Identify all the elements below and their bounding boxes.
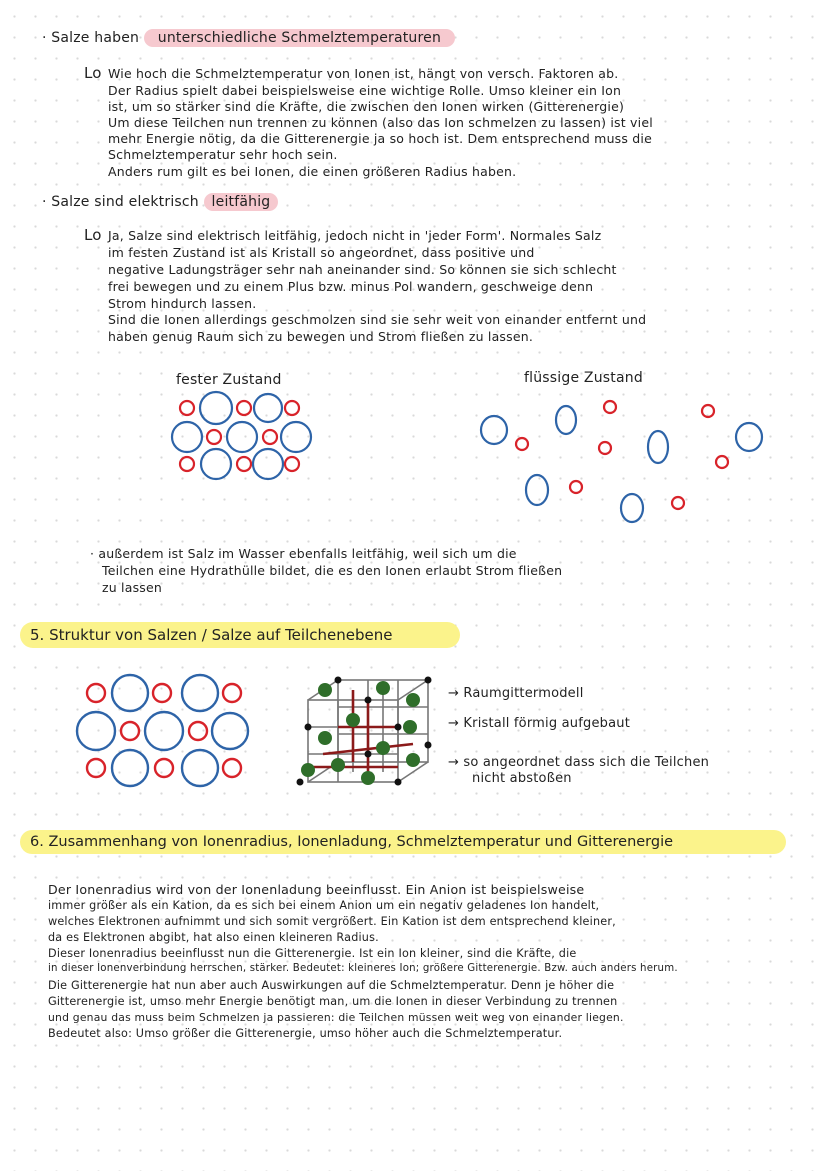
- heading-schmelz-highlight: unterschiedliche Schmelztemperaturen: [144, 29, 455, 47]
- blue-ion: [254, 394, 282, 422]
- red-ion: [87, 759, 105, 777]
- blue-ion: [526, 475, 548, 505]
- lattice-node-green: [361, 771, 375, 785]
- label-fluessiger-zustand: flüssige Zustand: [524, 370, 643, 386]
- label-fester-zustand: fester Zustand: [176, 372, 282, 388]
- lattice-node-green: [406, 693, 420, 707]
- red-ion: [672, 497, 684, 509]
- red-ion: [570, 481, 582, 493]
- leit-line-4: frei bewegen und zu einem Plus bzw. minus Pol wandern, geschweige denn: [108, 279, 594, 294]
- heading-leitfaehig: [42, 194, 278, 210]
- red-ion: [189, 722, 207, 740]
- heading-schmelz-prefix: · Salze haben: [42, 30, 140, 46]
- section-6-title: 6. Zusammenhang von Ionenradius, Ionenladung, Schmelztemperatur und Gitterenergie: [20, 830, 786, 854]
- extra-line-2: Teilchen eine Hydrathülle bildet, die es den Ionen erlaubt Strom fließen: [102, 563, 563, 578]
- blue-ion: [145, 712, 183, 750]
- blue-ion: [172, 422, 202, 452]
- extra-line-1: · außerdem ist Salz im Wasser ebenfalls leitfähig, weil sich um die: [90, 546, 517, 561]
- blue-ion: [112, 750, 148, 786]
- lattice-node-green: [318, 731, 332, 745]
- lattice-node-green: [346, 713, 360, 727]
- blue-ion: [182, 675, 218, 711]
- zus-line-5: Dieser Ionenradius beeinflusst nun die Gitterenergie. Ist ein Ion kleiner, sind die Kräfte, die: [48, 947, 577, 960]
- zus-line-2: immer größer als ein Kation, da es sich bei einem Anion um ein negativ geladenes Ion handelt,: [48, 899, 600, 912]
- red-ion: [153, 684, 171, 702]
- blue-ion: [253, 449, 283, 479]
- heading-schmelz: [42, 30, 455, 46]
- schmelz-line-1: Wie hoch die Schmelztemperatur von Ionen ist, hängt von versch. Faktoren ab.: [108, 66, 619, 81]
- schmelz-line-6: Schmelztemperatur sehr hoch sein.: [108, 147, 338, 162]
- blue-ion: [227, 422, 257, 452]
- zus-line-1: Der Ionenradius wird von der Ionenladung beeinflusst. Ein Anion ist beispielsweise: [48, 882, 585, 897]
- lattice-node-green: [301, 763, 315, 777]
- heading-leitfaehig-highlight: leitfähig: [204, 193, 279, 211]
- struktur-note-2: → Kristall förmig aufgebaut: [448, 716, 630, 731]
- schmelz-line-4: Um diese Teilchen nun trennen zu können (also das Ion schmelzen zu lassen) ist viel: [108, 115, 653, 130]
- schmelz-line-7: Anders rum gilt es bei Ionen, die einen größeren Radius haben.: [108, 164, 517, 179]
- red-ion: [180, 457, 194, 471]
- blue-ion: [182, 750, 218, 786]
- lattice-node-black: [297, 779, 304, 786]
- leit-line-7: haben genug Raum sich zu bewegen und Strom fließen zu lassen.: [108, 329, 534, 344]
- zus-line-8: Gitterenergie ist, umso mehr Energie benötigt man, um die Ionen in dieser Verbindung zu trennen: [48, 995, 618, 1008]
- zus-line-3: welches Elektronen aufnimmt und sich somit vergrößert. Ein Kation ist dem entsprechend kleiner,: [48, 915, 616, 928]
- red-ion: [516, 438, 528, 450]
- blue-ion: [201, 449, 231, 479]
- struktur-note-1: → Raumgittermodell: [448, 686, 584, 701]
- blue-ion: [556, 406, 576, 434]
- arrow-marker-1: Lo: [84, 64, 102, 82]
- lattice-node-green: [376, 681, 390, 695]
- heading-leitfaehig-prefix: · Salze sind elektrisch: [42, 194, 199, 210]
- leit-line-6: Sind die Ionen allerdings geschmolzen sind sie sehr weit von einander entfernt und: [108, 312, 647, 327]
- struktur-note-3: → so angeordnet dass sich die Teilchen: [448, 755, 710, 770]
- blue-ion: [648, 431, 668, 463]
- blue-ion: [212, 713, 248, 749]
- red-ion: [87, 684, 105, 702]
- zus-line-7: Die Gitterenergie hat nun aber auch Auswirkungen auf die Schmelztemperatur. Denn je höher die: [48, 979, 615, 992]
- red-ion: [285, 401, 299, 415]
- schmelz-line-2: Der Radius spielt dabei beispielsweise eine wichtige Rolle. Umso kleiner ein Ion: [108, 83, 622, 98]
- blue-ion: [481, 416, 507, 444]
- red-ion: [223, 684, 241, 702]
- zus-line-4: da es Elektronen abgibt, hat also einen kleineren Radius.: [48, 931, 379, 944]
- arrow-marker-2: Lo: [84, 226, 102, 244]
- zus-line-9: und genau das muss beim Schmelzen ja passieren: die Teilchen müssen weit weg von einander liegen.: [48, 1011, 624, 1024]
- red-ion: [716, 456, 728, 468]
- leit-line-5: Strom hindurch lassen.: [108, 296, 257, 311]
- red-ion: [237, 401, 251, 415]
- schmelz-line-5: mehr Energie nötig, da die Gitterenergie ja so hoch ist. Dem entsprechend muss die: [108, 131, 652, 146]
- red-ion: [155, 759, 173, 777]
- red-ion: [285, 457, 299, 471]
- red-ion: [604, 401, 616, 413]
- blue-ion: [621, 494, 643, 522]
- leit-line-2: im festen Zustand ist als Kristall so angeordnet, dass positive und: [108, 245, 535, 260]
- lattice-node-green: [403, 720, 417, 734]
- extra-line-3: zu lassen: [102, 580, 163, 595]
- blue-ion: [200, 392, 232, 424]
- lattice-node-black: [365, 751, 372, 758]
- blue-ion: [112, 675, 148, 711]
- lattice-node-black: [395, 779, 402, 786]
- lattice-node-black: [305, 724, 312, 731]
- blue-ion: [77, 712, 115, 750]
- lattice-node-black: [425, 742, 432, 749]
- lattice-node-black: [395, 724, 402, 731]
- red-ion: [263, 430, 277, 444]
- red-ion: [223, 759, 241, 777]
- blue-ion: [281, 422, 311, 452]
- lattice-node-green: [331, 758, 345, 772]
- schmelz-line-3: ist, um so stärker sind die Kräfte, die zwischen den Ionen wirken (Gitterenergie): [108, 99, 625, 114]
- lattice-node-black: [365, 697, 372, 704]
- lattice-node-black: [425, 677, 432, 684]
- struktur-note-4: nicht abstoßen: [472, 771, 572, 786]
- red-ion: [207, 430, 221, 444]
- red-ion: [702, 405, 714, 417]
- red-ion: [237, 457, 251, 471]
- lattice-node-black: [335, 677, 342, 684]
- leit-line-3: negative Ladungsträger sehr nah aneinander sind. So können sie sich schlecht: [108, 262, 617, 277]
- lattice-node-green: [406, 753, 420, 767]
- zus-line-6: in dieser Ionenverbindung herrschen, stärker. Bedeutet: kleineres Ion; größere Gitterenergie. Bzw. auch anders herum.: [48, 963, 678, 974]
- section-5-title: 5. Struktur von Salzen / Salze auf Teilchenebene: [20, 622, 460, 648]
- red-ion: [599, 442, 611, 454]
- zus-line-10: Bedeutet also: Umso größer die Gitterenergie, umso höher auch die Schmelztemperatur.: [48, 1027, 563, 1040]
- red-ion: [180, 401, 194, 415]
- red-ion: [121, 722, 139, 740]
- lattice-node-green: [376, 741, 390, 755]
- lattice-node-green: [318, 683, 332, 697]
- leit-line-1: Ja, Salze sind elektrisch leitfähig, jedoch nicht in 'jeder Form'. Normales Salz: [108, 228, 602, 243]
- blue-ion: [736, 423, 762, 451]
